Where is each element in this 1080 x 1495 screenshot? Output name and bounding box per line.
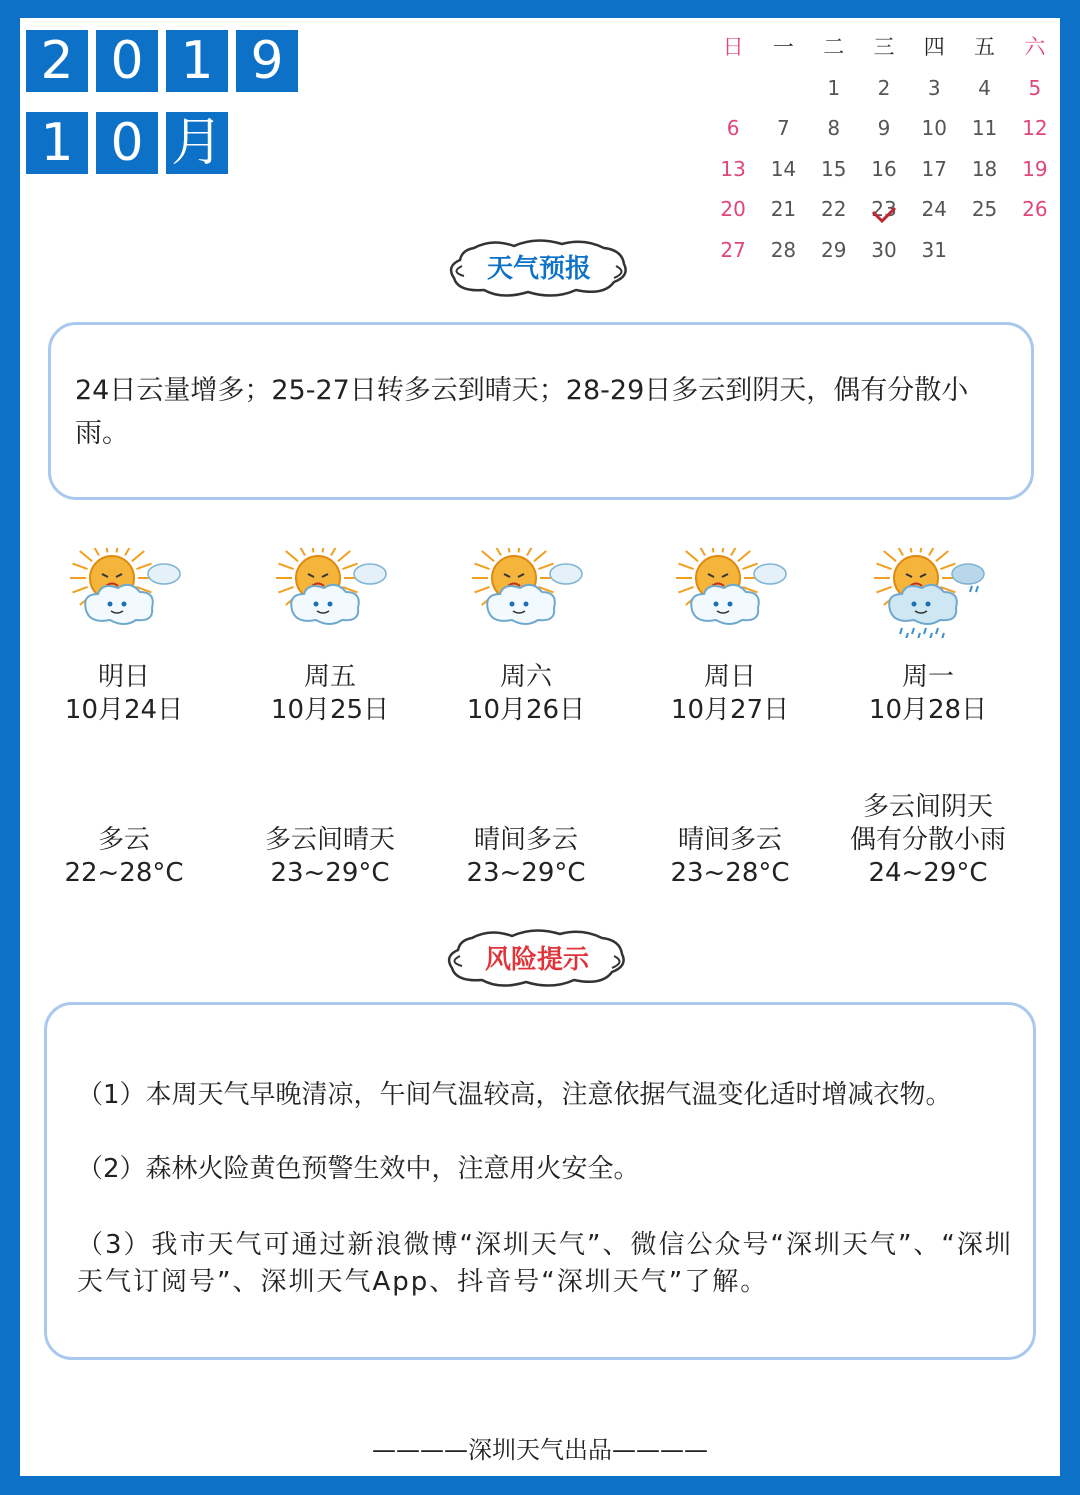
day-name: 周一 [901, 662, 954, 692]
calendar-day [809, 111, 859, 152]
calendar-day-number: 22 [820, 197, 847, 221]
year-digit-box: 9 [236, 30, 298, 92]
calendar-weekday-label: 五 [974, 35, 996, 59]
temperature-range: 23~29°C [466, 858, 586, 888]
calendar-day [758, 152, 808, 193]
calendar-day [959, 71, 1009, 112]
calendar-day-number: 6 [726, 116, 740, 140]
month-calendar [708, 30, 1060, 273]
calendar-day [859, 152, 909, 193]
calendar-day [1010, 71, 1060, 112]
day-date: 10月24日 [64, 695, 184, 725]
calendar-weekday-label: 日 [722, 35, 744, 59]
calendar-day-number: 8 [827, 116, 841, 140]
calendar-day-number: 18 [971, 156, 998, 181]
calendar-weekday-label: 四 [923, 35, 945, 59]
calendar-day-number: 23 [871, 197, 897, 221]
calendar-day [909, 71, 959, 112]
condition-text: 偶有分散小雨 [849, 825, 1006, 855]
calendar-day [909, 233, 959, 274]
year-digit-box: 2 [26, 30, 88, 92]
temperature-range: 23~28°C [670, 858, 790, 888]
calendar-day [708, 192, 758, 233]
calendar-day-number: 4 [978, 75, 991, 100]
calendar-day [1010, 192, 1060, 233]
calendar-week-row [708, 111, 1060, 152]
calendar-day [1010, 111, 1060, 152]
forecast-day-header [828, 661, 1028, 727]
calendar-day [809, 152, 859, 193]
calendar-day [909, 152, 959, 193]
temperature-range: 22~28°C [64, 858, 184, 888]
calendar-day-number: 10 [921, 116, 947, 140]
calendar-day-number: 5 [1028, 75, 1042, 100]
calendar-week-row [708, 71, 1060, 112]
calendar-day [959, 233, 1009, 274]
calendar-day-number: 15 [820, 156, 847, 181]
calendar-week-row [708, 192, 1060, 233]
forecast-title: 天气预报 [486, 254, 591, 284]
sun-cloud-icon [270, 548, 390, 638]
calendar-day-number: 29 [820, 237, 847, 262]
calendar-day [809, 192, 859, 233]
year-digit-box: 0 [96, 30, 158, 92]
calendar-day-number: 9 [877, 116, 891, 140]
calendar-day-number: 26 [1022, 197, 1048, 221]
calendar-weekday-row [708, 30, 1060, 71]
calendar-day [758, 71, 808, 112]
calendar-day-number: 1 [827, 75, 841, 100]
forecast-summary: 24日云量增多；25-27日转多云到晴天；28-29日多云到阴天，偶有分散小雨。 [75, 375, 969, 449]
calendar-day-number: 12 [1022, 116, 1048, 140]
calendar-week-row [708, 233, 1060, 274]
calendar-day-number: 3 [927, 75, 941, 100]
calendar-day-number: 25 [971, 197, 998, 221]
calendar-day-number: 24 [921, 197, 947, 221]
forecast-day-header [426, 661, 626, 727]
day-date: 10月26日 [466, 695, 586, 725]
condition-text: 多云 [97, 825, 150, 855]
condition-text: 多云间晴天 [264, 825, 395, 855]
sun-cloud-icon [670, 548, 790, 638]
forecast-day-condition [14, 824, 234, 890]
sun-cloud-icon [466, 548, 586, 638]
calendar-day-number: 30 [871, 237, 897, 262]
calendar-day [959, 111, 1009, 152]
calendar-day-number: 16 [871, 156, 897, 181]
temperature-range: 23~29°C [270, 858, 390, 888]
risk-title-badge [442, 926, 632, 990]
day-date: 10月25日 [270, 695, 390, 725]
calendar-day-number: 31 [921, 237, 947, 262]
risk-item: （3）我市天气可通过新浪微博“深圳天气”、微信公众号“深圳天气”、“深圳天气订阅号”、深圳天气App、抖音号“深圳天气”了解。 [77, 1230, 1013, 1297]
day-name: 周五 [303, 662, 356, 692]
calendar-day [708, 152, 758, 193]
checkmark-icon [871, 206, 897, 224]
calendar-day [708, 111, 758, 152]
forecast-title-badge [444, 236, 634, 300]
calendar-day [708, 233, 758, 274]
day-date: 10月28日 [868, 695, 988, 725]
temperature-range: 24~29°C [868, 858, 988, 888]
calendar-day-number: 17 [921, 156, 947, 181]
calendar-day [859, 192, 909, 233]
risk-item: （1）本周天气早晚清凉，午间气温较高，注意依据气温变化适时增减衣物。 [77, 1080, 952, 1110]
calendar-day-number: 19 [1022, 156, 1048, 181]
calendar-weekday-label: 六 [1024, 35, 1046, 59]
calendar-day [959, 152, 1009, 193]
calendar-week-row [708, 152, 1060, 193]
calendar-day-number: 14 [770, 156, 797, 181]
forecast-day-header [630, 661, 830, 727]
calendar-day-number: 13 [720, 156, 746, 181]
sun-cloud-rain-icon [868, 548, 988, 638]
calendar-day [1010, 233, 1060, 274]
calendar-day-number: 20 [720, 197, 746, 221]
month-char-box: 0 [96, 112, 158, 174]
calendar-day [859, 71, 909, 112]
forecast-day-condition [416, 824, 636, 890]
day-name: 明日 [97, 662, 150, 692]
calendar-day [1010, 152, 1060, 193]
calendar-day [758, 111, 808, 152]
calendar-day [758, 192, 808, 233]
risk-title: 风险提示 [484, 945, 589, 975]
calendar-day [708, 71, 758, 112]
calendar-day [909, 111, 959, 152]
month-char-box: 1 [26, 112, 88, 174]
risk-box [44, 1002, 1036, 1360]
forecast-day-condition [620, 824, 840, 890]
calendar-day [859, 233, 909, 274]
calendar-day-number: 21 [770, 197, 797, 221]
calendar-day-number: 2 [877, 75, 891, 100]
calendar-day-number: 28 [770, 237, 797, 262]
calendar-day [959, 192, 1009, 233]
day-date: 10月27日 [670, 695, 790, 725]
sun-cloud-icon [64, 548, 184, 638]
year-digit-box: 1 [166, 30, 228, 92]
forecast-summary-box [48, 322, 1034, 500]
condition-text: 多云间阴天 [862, 792, 993, 822]
condition-text: 晴间多云 [677, 825, 782, 855]
calendar-weekday-label: 一 [772, 35, 794, 59]
forecast-day-condition [220, 824, 440, 890]
day-name: 周六 [499, 662, 552, 692]
calendar-day-number: 7 [777, 116, 790, 140]
day-name: 周日 [703, 662, 756, 692]
calendar-day [859, 111, 909, 152]
calendar-day [758, 233, 808, 274]
forecast-day-header [24, 661, 224, 727]
footer-credit: ————深圳天气出品———— [372, 1436, 708, 1464]
calendar-weekday-label: 二 [823, 35, 845, 59]
calendar-weekday-label: 三 [873, 35, 895, 59]
forecast-day-condition [818, 791, 1038, 890]
forecast-day-header [230, 661, 430, 727]
calendar-day-number: 27 [720, 237, 746, 262]
condition-text: 晴间多云 [473, 825, 578, 855]
calendar-day-number: 11 [971, 116, 998, 140]
calendar-day [809, 233, 859, 274]
calendar-day [909, 192, 959, 233]
calendar-day [809, 71, 859, 112]
poster-sheet [20, 18, 1060, 1476]
month-char-box: 月 [166, 112, 228, 174]
risk-item: （2）森林火险黄色预警生效中，注意用火安全。 [77, 1154, 640, 1184]
